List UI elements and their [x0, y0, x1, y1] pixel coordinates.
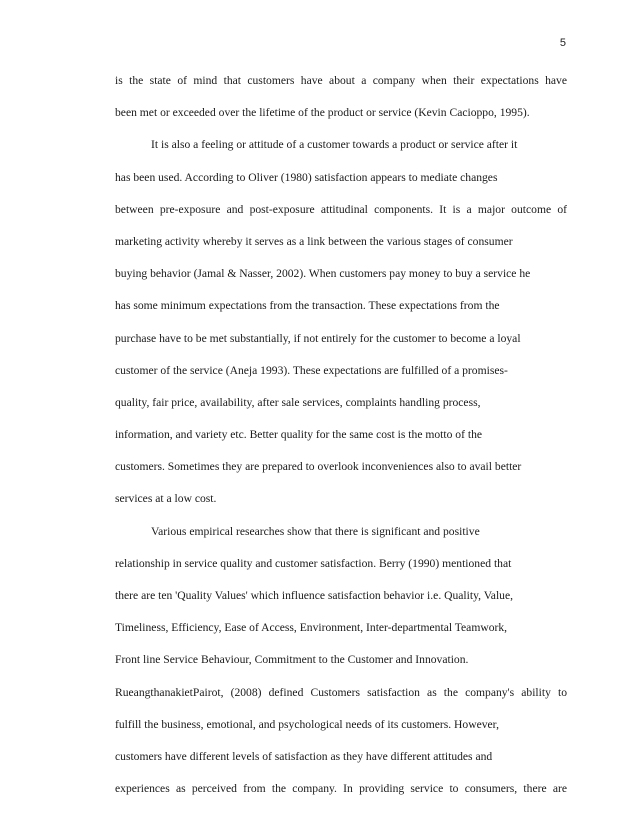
- text-line: information, and variety etc. Better quality for the same cost is the motto of the: [115, 428, 483, 442]
- text-line: RueangthanakietPairot, (2008) defined Customers satisfaction as the company's ability to: [115, 685, 567, 699]
- text-line: experiences as perceived from the company. In providing service to consumers, there are: [115, 782, 567, 796]
- text-line: relationship in service quality and customer satisfaction. Berry (1990) mentioned that: [115, 556, 512, 570]
- paragraph-2: [115, 129, 567, 515]
- text-line: It is also a feeling or attitude of a customer towards a product or service after it: [151, 138, 518, 152]
- text-line: services at a low cost.: [115, 492, 217, 506]
- text-line: customers. Sometimes they are prepared to overlook inconveniences also to avail better: [115, 460, 522, 474]
- body-text: [115, 65, 567, 805]
- text-line: customer of the service (Aneja 1993). These expectations are fulfilled of a promises-: [115, 363, 508, 377]
- paragraph-3: [115, 516, 567, 806]
- text-line: customers have different levels of satisfaction as they have different attitudes and: [115, 749, 493, 763]
- text-line: Various empirical researches show that there is significant and positive: [151, 524, 480, 538]
- text-line: quality, fair price, availability, after sale services, complaints handling process,: [115, 395, 481, 409]
- text-line: fulfill the business, emotional, and psychological needs of its customers. However,: [115, 717, 499, 731]
- text-line: been met or exceeded over the lifetime of the product or service (Kevin Cacioppo, 1995).: [115, 106, 530, 120]
- text-line: between pre-exposure and post-exposure attitudinal components. It is a major outcome of: [115, 202, 567, 216]
- text-line: is the state of mind that customers have about a company when their expectations have: [115, 74, 567, 87]
- text-line: has some minimum expectations from the transaction. These expectations from the: [115, 299, 500, 313]
- text-line: purchase have to be met substantially, if not entirely for the customer to become a loyal: [115, 331, 521, 345]
- paragraph-1: [115, 65, 567, 129]
- text-line: Timeliness, Efficiency, Ease of Access, Environment, Inter-departmental Teamwork,: [115, 621, 508, 635]
- text-line: has been used. According to Oliver (1980) satisfaction appears to mediate changes: [115, 170, 498, 184]
- text-line: Front line Service Behaviour, Commitment to the Customer and Innovation.: [115, 653, 469, 667]
- text-line: marketing activity whereby it serves as a link between the various stages of consumer: [115, 234, 513, 248]
- text-line: there are ten 'Quality Values' which influence satisfaction behavior i.e. Quality, Value,: [115, 589, 514, 602]
- page-number: 5: [559, 37, 566, 49]
- text-line: buying behavior (Jamal & Nasser, 2002). When customers pay money to buy a service he: [115, 267, 531, 281]
